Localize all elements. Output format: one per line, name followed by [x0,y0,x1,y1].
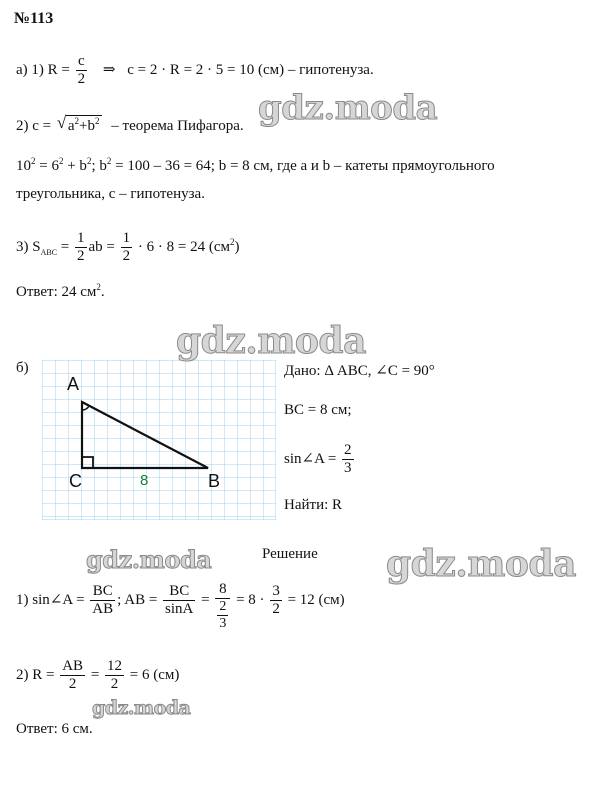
watermark: gdz.moda [386,543,576,585]
watermark: gdz.moda [176,320,366,362]
fraction-denominator: 2 [77,71,86,87]
vertex-b-label: B [208,471,221,491]
fraction-bc-ab: $\frac{BC}{AB}$ [92,583,114,617]
part-a-line-2 [16,115,244,135]
part-a-line-4: треугольника, c – гипотенуза. [16,186,205,202]
part-b-answer: Ответ: 6 см. [16,721,93,737]
part-a-line-3: $10^2 = 6^2 + b^2$; $b^2 = 100 - 36 = 64$; b = 8 см, где a и b – катеты прямоугольного [16,156,495,174]
solution-step-1: 1) sin∠A = $\frac{BC}{AB}$ ; AB = $\frac{BC}{\sin A}$ = $\frac{8}{\frac{2}{3}}$ = 8 · $\frac{3}{2}$ = 12 (см) [16,581,345,631]
solution-step-2: 2) R = $\frac{AB}{2}$ = $\frac{12}{2}$ = 6 (см) [16,658,180,692]
given-sin: sin∠A = $\frac{2}{3}$ [284,442,352,476]
problem-number: №113 [14,10,54,27]
solution-title: Решение [262,546,318,562]
part-b-label: б) [16,360,29,376]
vertex-a-label: A [67,374,80,394]
line2-prefix: 2) c = [16,118,52,134]
watermark: gdz.moda [86,545,212,574]
watermark: gdz.moda [92,697,191,719]
part-a-line-1 [16,54,374,87]
fraction-two-thirds: $\frac{2}{3}$ [344,442,352,476]
triangle-figure [42,360,276,520]
line2-rest: – теорема Пифагора. [111,118,244,134]
given-bc: BC = 8 см; [284,402,352,418]
fraction-bc-sina: $\frac{BC}{\sin A}$ [165,583,194,617]
part-a-answer: Ответ: 24 $см^2$. [16,282,105,300]
fraction-numerator: c [76,54,88,71]
find-r: Найти: R [284,497,343,513]
square-root [57,115,102,135]
radicand: $a^2+b^2$ [67,116,100,134]
side-bc-label: 8 [140,472,149,489]
fraction-one-half: $\frac{1}{2}$ [77,230,85,264]
line1-prefix: а) 1) R = [16,61,70,78]
fraction-one-half-2: $\frac{1}{2}$ [122,230,131,264]
vertex-c-label: C [69,471,82,491]
given-title: Дано: Δ ABC, ∠C = 90° [284,363,435,379]
part-a-line-5: 3) $S_{ABC}$ = $\frac{1}{2}$ ab = $\frac{1}{2}$ · 6 · 8 = 24 $(см^2)$ [16,230,240,264]
watermark: gdz.moda [258,88,438,128]
radical-sign: √ [56,113,67,132]
implies-arrow: ⇒ [102,61,116,78]
line1-rest: c = 2 · R = 2 · 5 = 10 (см) – гипотенуза. [127,61,374,78]
fraction-8-over-two-thirds: $\frac{8}{\frac{2}{3}}$ [215,582,230,631]
fraction-3-over-2: $\frac{3}{2}$ [272,583,280,617]
fraction-c-over-2 [76,54,88,87]
fraction-12-over-2: $\frac{12}{2}$ [107,658,123,692]
fraction-ab-over-2: $\frac{AB}{2}$ [62,658,84,692]
